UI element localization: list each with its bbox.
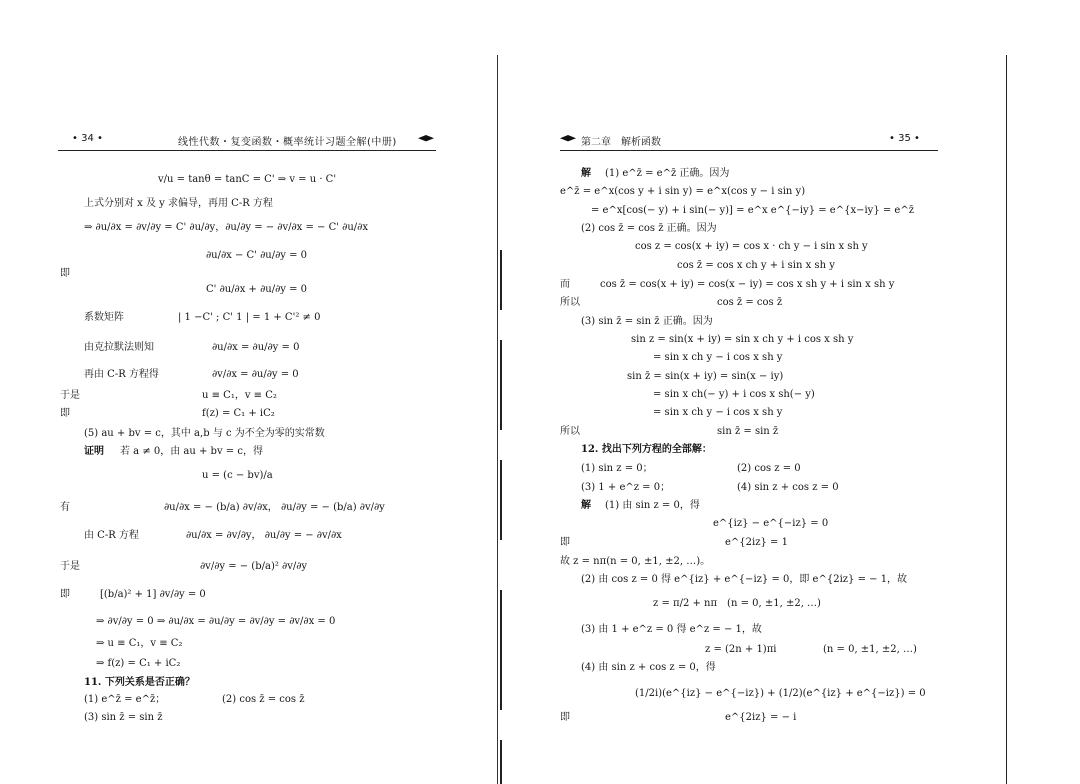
eq-line: ∂v/∂y = − (b/a)² ∂v/∂y xyxy=(200,561,308,572)
text-line: (2) 由 cos z = 0 得 e^{iz} + e^{−iz} = 0，即 e^{2iz} = − 1，故 xyxy=(581,574,908,585)
problem-heading: 11. 下列关系是否正确？ xyxy=(84,677,195,688)
header-rule xyxy=(560,150,938,151)
eq-line: cos z̄ = cos z̄ xyxy=(717,297,783,308)
right-page xyxy=(505,0,1080,784)
eq-line: cos z̄ = cos(x + iy) = cos(x − iy) = cos x sh y + i sin x sh y xyxy=(600,279,895,290)
problem-heading: 12. 找出下列方程的全部解： xyxy=(581,444,712,455)
text-line: (1) 由 sin z = 0，得 xyxy=(605,500,700,511)
eq-line: C' ∂u/∂x + ∂u/∂y = 0 xyxy=(206,284,308,295)
label-line: 即 xyxy=(60,589,70,600)
eq-line: u ≡ C₁，v ≡ C₂ xyxy=(202,390,277,401)
page-number: • 35 • xyxy=(889,133,920,144)
eq-line: e^{iz} − e^{−iz} = 0 xyxy=(713,518,829,529)
text-line: 故 z = nπ(n = 0, ±1, ±2, …)。 xyxy=(560,556,711,567)
binding-shadow xyxy=(500,460,502,540)
solution-label: 解 xyxy=(581,168,591,179)
binding-shadow xyxy=(500,340,502,430)
eq-line: e^{2iz} = − i xyxy=(725,712,797,723)
eq-line: ⇒ ∂u/∂x = ∂v/∂y = C' ∂u/∂y，∂u/∂y = − ∂v/∂x = − C' ∂u/∂x xyxy=(84,222,368,233)
label-line: 即 xyxy=(60,268,70,279)
page-number: • 34 • xyxy=(72,133,103,144)
label-line: 所以 xyxy=(560,297,580,308)
label-line: 即 xyxy=(60,408,70,419)
text-line: 上式分别对 x 及 y 求偏导，再用 C-R 方程 xyxy=(84,198,273,209)
graduation-cap-icon xyxy=(418,135,434,143)
eq-line: sin z̄ = sin z̄ xyxy=(717,426,779,437)
eq-line: (2) cos z̄ = cos z̄ xyxy=(222,694,305,705)
text-line: 再由 C-R 方程得 xyxy=(84,369,159,380)
eq-line: ⇒ f(z) = C₁ + iC₂ xyxy=(96,658,181,669)
eq-line: cos z = cos(x + iy) = cos x · ch y − i sin x sh y xyxy=(635,241,868,252)
text-line: (3) sin z̄ = sin z̄ 正确。因为 xyxy=(581,316,713,327)
eq-line: ∂v/∂x = ∂u/∂y = 0 xyxy=(212,369,299,380)
text-line: (1) e^z̄ = e^z̄ 正确。因为 xyxy=(605,168,730,179)
binding-shadow xyxy=(500,740,502,784)
graduation-cap-icon xyxy=(560,135,576,143)
eq-line: z = π/2 + nπ (n = 0, ±1, ±2, …) xyxy=(653,598,821,609)
text-line: (2) cos z̄ = cos z̄ 正确。因为 xyxy=(581,223,717,234)
label-line: 系数矩阵 xyxy=(84,312,124,323)
eq-line: (3) sin z̄ = sin z̄ xyxy=(84,712,163,723)
eq-line: = sin x ch y − i cos x sh y xyxy=(653,407,783,418)
eq-line: e^z̄ = e^x(cos y + i sin y) = e^x(cos y − i sin y) xyxy=(560,186,806,197)
left-page xyxy=(0,0,500,784)
eq-line: ⇒ ∂v/∂y = 0 ⇒ ∂u/∂x = ∂u/∂y = ∂v/∂y = ∂v/∂x = 0 xyxy=(96,616,336,627)
text-line: 若 a ≠ 0，由 au + bv = c，得 xyxy=(120,446,263,457)
eq-line: (1/2i)(e^{iz} − e^{−iz}) + (1/2)(e^{iz} + e^{−iz}) = 0 xyxy=(635,688,926,699)
eq-line: sin z̄ = sin(x + iy) = sin(x − iy) xyxy=(627,371,784,382)
eq-line: ∂u/∂x − C' ∂u/∂y = 0 xyxy=(206,250,308,261)
label-line: 即 xyxy=(560,537,570,548)
eq-line: v/u = tanθ = tanC = C' ⇒ v = u · C' xyxy=(158,174,337,185)
label-line: 所以 xyxy=(560,426,580,437)
page-gutter xyxy=(497,55,498,784)
proof-label: 证明 xyxy=(84,446,104,457)
label-line: 于是 xyxy=(60,390,80,401)
eq-line: u = (c − bv)/a xyxy=(202,470,273,481)
eq-line: (n = 0, ±1, ±2, …) xyxy=(823,644,917,655)
binding-shadow xyxy=(500,590,502,710)
eq-line: f(z) = C₁ + iC₂ xyxy=(202,408,275,419)
header-rule xyxy=(58,150,436,151)
eq-line: ∂u/∂x = − (b/a) ∂v/∂x， ∂u/∂y = − (b/a) ∂v/∂y xyxy=(164,502,385,513)
eq-line: cos z̄ = cos x ch y + i sin x sh y xyxy=(677,260,835,271)
eq-line: | 1 −C' ; C' 1 | = 1 + C'² ≠ 0 xyxy=(178,312,321,323)
text-line: 由克拉默法则知 xyxy=(84,342,154,353)
text-line: (3) 由 1 + e^z = 0 得 e^z = − 1，故 xyxy=(581,624,762,635)
eq-line: (3) 1 + e^z = 0； xyxy=(581,482,671,493)
eq-line: (4) sin z + cos z = 0 xyxy=(737,482,839,493)
eq-line: = e^x[cos(− y) + i sin(− y)] = e^x e^{−iy} = e^{x−iy} = e^z̄ xyxy=(591,205,914,216)
eq-line: [(b/a)² + 1] ∂v/∂y = 0 xyxy=(100,589,206,600)
solution-label: 解 xyxy=(581,500,591,511)
eq-line: z = (2n + 1)πi xyxy=(705,644,777,655)
eq-line: e^{2iz} = 1 xyxy=(725,537,788,548)
eq-line: = sin x ch y − i cos x sh y xyxy=(653,352,783,363)
label-line: 即 xyxy=(560,712,570,723)
eq-line: sin z = sin(x + iy) = sin x ch y + i cos x sh y xyxy=(631,334,854,345)
running-title: 线性代数・复变函数・概率统计习题全解(中册) xyxy=(178,137,397,148)
label-line: 有 xyxy=(60,502,70,513)
eq-line: (1) sin z = 0； xyxy=(581,463,653,474)
label-line: 于是 xyxy=(60,561,80,572)
eq-line: (1) e^z̄ = e^z̄； xyxy=(84,694,166,705)
eq-line: (2) cos z = 0 xyxy=(737,463,801,474)
text-line: (5) au + bv = c，其中 a,b 与 c 为不全为零的实常数 xyxy=(84,428,325,439)
label-line: 而 xyxy=(560,279,570,290)
eq-line: ∂u/∂x = ∂u/∂y = 0 xyxy=(212,342,300,353)
eq-line: = sin x ch(− y) + i cos x sh(− y) xyxy=(653,389,815,400)
text-line: (4) 由 sin z + cos z = 0，得 xyxy=(581,662,716,673)
text-line: 由 C-R 方程 xyxy=(84,530,139,541)
eq-line: ∂u/∂x = ∂v/∂y， ∂u/∂y = − ∂v/∂x xyxy=(186,530,342,541)
binding-shadow xyxy=(500,250,502,310)
running-title: 第二章 解析函数 xyxy=(581,137,661,148)
eq-line: ⇒ u ≡ C₁，v ≡ C₂ xyxy=(96,638,183,649)
